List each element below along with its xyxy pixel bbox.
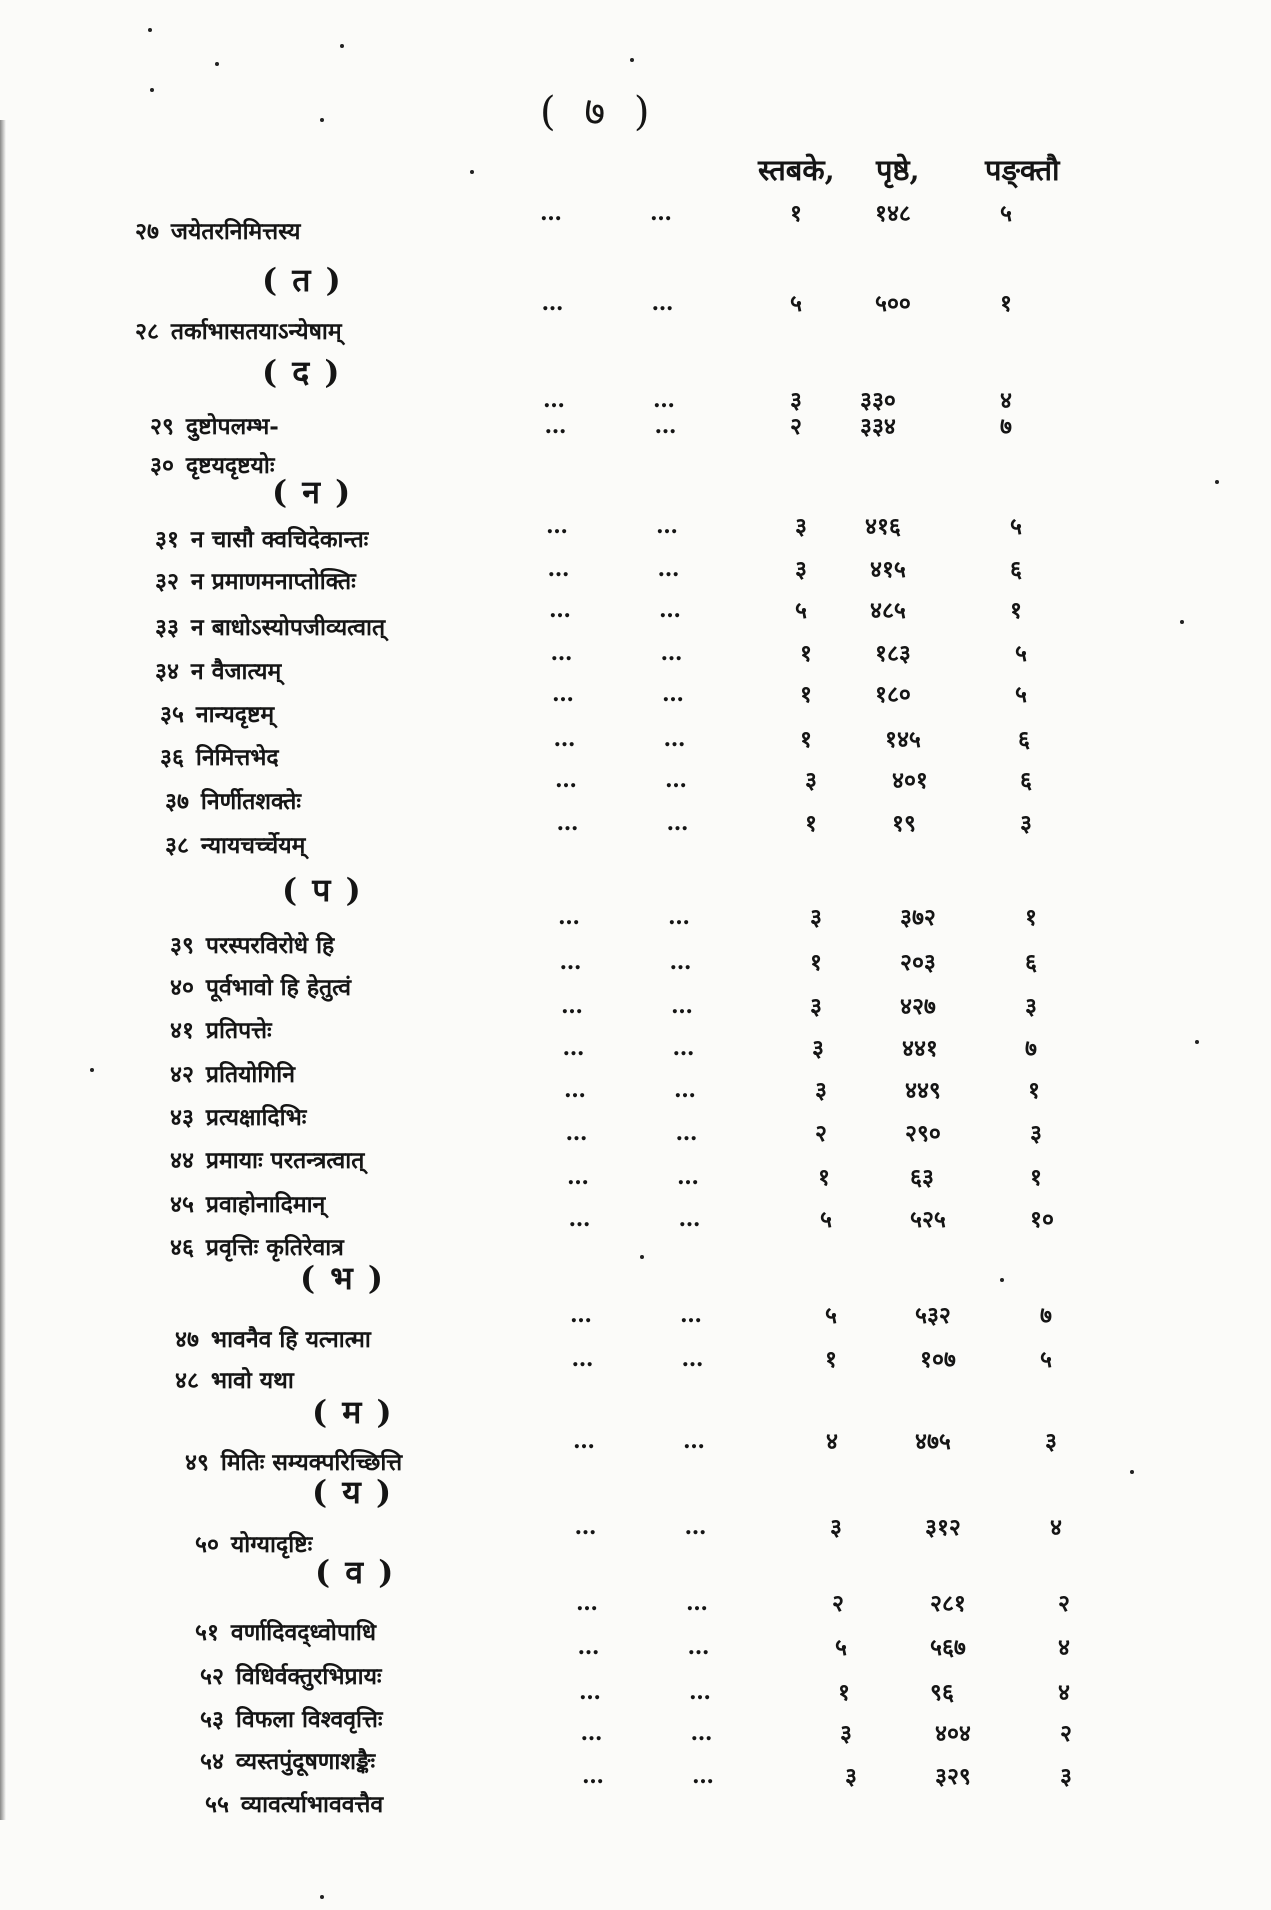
stabaka-value: ३: [830, 1514, 842, 1541]
index-entry: [170, 928, 334, 960]
stabaka-value: ३: [845, 1763, 857, 1790]
entry-number: ३५: [160, 701, 184, 728]
line-value: १०: [1030, 1206, 1054, 1233]
leader-dots: …: [663, 726, 688, 752]
stabaka-value: ३: [790, 387, 802, 414]
line-value: ६: [1018, 726, 1030, 753]
stabaka-value: ३: [840, 1720, 852, 1747]
leader-dots: …: [549, 597, 573, 623]
section-letter-heading: ( भ ): [300, 1259, 386, 1297]
leader-dots: …: [582, 1763, 606, 1789]
page-value: ३३४: [860, 413, 896, 440]
scan-speck: [640, 1255, 644, 1259]
leader-dots: …: [550, 640, 575, 666]
page-value: ५००: [875, 290, 911, 317]
section-letter-heading: ( द ): [262, 353, 342, 391]
page-value: १०७: [920, 1346, 956, 1373]
entry-text: निर्णीतशक्तेः: [200, 788, 302, 815]
line-value: १: [1010, 597, 1022, 624]
leader-dots: …: [686, 1590, 710, 1616]
line-value: ३: [1030, 1120, 1042, 1147]
leader-dots: …: [660, 640, 685, 666]
line-value: ४: [1050, 1514, 1062, 1541]
index-entry: [150, 409, 279, 441]
leader-dots: …: [683, 1428, 707, 1454]
entry-text: दृष्टयदृष्टयोः: [185, 452, 275, 479]
leader-dots: …: [543, 387, 567, 413]
page-value: ५६७: [930, 1634, 966, 1661]
line-value: २: [1060, 1720, 1072, 1747]
entry-text: प्रत्यक्षादिभिः: [205, 1104, 307, 1131]
line-value: ६: [1020, 767, 1032, 794]
leader-dots: …: [665, 767, 689, 793]
line-value: ३: [1025, 993, 1037, 1020]
leader-dots: …: [571, 1346, 596, 1372]
entry-text: तर्काभासतयाऽन्येषाम्: [170, 318, 342, 345]
entry-number: ३७: [165, 788, 189, 815]
entry-number: ५२: [200, 1663, 224, 1690]
entry-text: विधिर्वक्तुरभिप्रायः: [235, 1663, 382, 1690]
entry-text: प्रमायाः परतन्त्रत्वात्: [205, 1147, 365, 1174]
index-entry: [155, 610, 385, 642]
index-entry: [200, 1659, 382, 1691]
entry-number: ४१: [170, 1017, 194, 1044]
leader-dots: …: [671, 993, 695, 1019]
page-value: ९६: [930, 1679, 954, 1706]
leader-dots: …: [659, 597, 683, 623]
stabaka-value: १: [818, 1164, 830, 1191]
scan-speck: [215, 62, 219, 66]
leader-dots: …: [677, 1164, 701, 1190]
entry-text: परस्परविरोधे हि: [205, 932, 335, 959]
stabaka-value: ३: [815, 1077, 827, 1104]
line-value: ४: [1058, 1679, 1070, 1706]
entry-number: ४०: [170, 974, 194, 1001]
leader-dots: …: [651, 290, 676, 316]
leader-dots: …: [678, 1206, 703, 1232]
page-value: १४८: [875, 200, 911, 227]
header-prishthe: पृष्ठे,: [876, 153, 920, 187]
index-entry: [170, 1100, 306, 1132]
entry-text: न बाधोऽस्योपजीव्यत्वात्: [190, 614, 386, 641]
page-value: ५३२: [915, 1302, 951, 1329]
leader-dots: …: [689, 1679, 713, 1705]
leader-dots: …: [573, 1428, 597, 1454]
index-entry: [155, 654, 281, 686]
leader-dots: …: [574, 1514, 599, 1540]
entry-text: न्यायचर्च्चेयम्: [200, 832, 306, 859]
entry-text: वर्णादिवद्ध्वोपाधि: [230, 1619, 376, 1646]
entry-number: ५५: [205, 1791, 229, 1818]
index-entry: [170, 1230, 344, 1262]
leader-dots: …: [579, 1679, 603, 1705]
leader-dots: …: [662, 681, 686, 707]
scan-speck: [340, 44, 344, 48]
scan-speck: [1000, 1278, 1004, 1282]
leader-dots: …: [674, 1077, 698, 1103]
leader-dots: …: [657, 556, 682, 582]
stabaka-value: ३: [812, 1035, 824, 1062]
page-value: १४५: [885, 726, 921, 753]
entry-number: २९: [150, 413, 174, 440]
leader-dots: …: [681, 1346, 706, 1372]
scan-speck: [1195, 1040, 1199, 1044]
line-value: ४: [1000, 387, 1012, 414]
line-value: ५: [1010, 513, 1022, 540]
line-value: ७: [1025, 1035, 1037, 1062]
line-value: १: [1028, 1077, 1040, 1104]
entry-text: न वैजात्यम्: [190, 658, 282, 685]
stabaka-value: ५: [795, 597, 807, 624]
index-entry: [175, 1322, 371, 1354]
leader-dots: …: [552, 681, 576, 707]
entry-text: प्रतियोगिनि: [205, 1061, 296, 1088]
leader-dots: …: [570, 1302, 594, 1328]
line-value: ३: [1045, 1428, 1057, 1455]
line-value: ५: [1000, 200, 1012, 227]
line-value: ३: [1020, 810, 1032, 837]
entry-text: प्रतिपत्तेः: [205, 1017, 272, 1044]
entry-text: मितिः सम्यक्परिच्छित्ति: [220, 1449, 403, 1476]
scan-speck: [1180, 620, 1184, 624]
page-value: ४४१: [902, 1035, 938, 1062]
entry-number: ३२: [155, 568, 179, 595]
scan-speck: [470, 170, 474, 174]
entry-text: योग्यादृष्टिः: [230, 1531, 313, 1558]
entry-number: ५३: [200, 1706, 224, 1733]
entry-text: प्रवाहोनादिमान्: [205, 1191, 326, 1218]
leader-dots: …: [672, 1035, 697, 1061]
scan-speck: [630, 58, 634, 62]
entry-number: ५१: [195, 1619, 219, 1646]
line-value: ६: [1025, 949, 1037, 976]
leader-dots: …: [558, 904, 582, 930]
scan-speck: [320, 118, 324, 122]
leader-dots: …: [684, 1514, 709, 1540]
leader-dots: …: [562, 1035, 587, 1061]
leader-dots: …: [653, 387, 677, 413]
header-stabake: स्तबके,: [758, 153, 835, 187]
entry-text: जयेतरनिमित्तस्य: [170, 218, 301, 245]
stabaka-value: १: [800, 640, 812, 667]
leader-dots: …: [565, 1120, 590, 1146]
leader-dots: …: [547, 556, 572, 582]
leader-dots: …: [656, 513, 680, 539]
page-value: ४७५: [915, 1428, 951, 1455]
index-entry: [155, 522, 368, 554]
leader-dots: …: [654, 413, 679, 439]
section-letter-heading: ( न ): [272, 473, 353, 511]
stabaka-value: १: [805, 810, 817, 837]
entry-number: ४८: [175, 1367, 199, 1394]
index-entry: [170, 1013, 272, 1045]
leader-dots: …: [650, 200, 674, 226]
line-value: १: [1030, 1164, 1042, 1191]
entry-number: ४५: [170, 1191, 194, 1218]
entry-number: ५०: [195, 1531, 219, 1558]
stabaka-value: ३: [810, 993, 822, 1020]
entry-text: विफला विश्ववृत्तिः: [235, 1706, 383, 1733]
entry-number: ३३: [155, 614, 179, 641]
leader-dots: …: [567, 1164, 591, 1190]
stabaka-value: २: [790, 413, 802, 440]
stabaka-value: ५: [825, 1302, 837, 1329]
scan-speck: [320, 1895, 324, 1899]
line-value: ५: [1040, 1346, 1052, 1373]
leader-dots: …: [555, 767, 579, 793]
entry-text: व्यावर्त्याभाववत्तैव: [240, 1791, 384, 1818]
index-entry: [160, 740, 279, 772]
leader-dots: …: [553, 726, 578, 752]
line-value: १: [1000, 290, 1012, 317]
leader-dots: …: [561, 993, 585, 1019]
stabaka-value: ३: [805, 767, 817, 794]
index-entry: [200, 1744, 375, 1776]
entry-text: न चासौ क्वचिदेकान्तः: [190, 526, 369, 553]
line-value: ६: [1010, 556, 1022, 583]
header-panktau: पङ्क्तौ: [985, 153, 1060, 187]
page-value: १९: [892, 810, 916, 837]
entry-text: दुष्टोपलम्भ-: [185, 413, 279, 440]
index-entry: [170, 1187, 325, 1219]
page-value: ४१५: [870, 556, 906, 583]
index-entry: [175, 1363, 294, 1395]
stabaka-value: ३: [810, 904, 822, 931]
line-value: ५: [1015, 640, 1027, 667]
stabaka-value: ४: [826, 1428, 838, 1455]
entry-number: २८: [135, 318, 159, 345]
entry-number: ३९: [170, 932, 194, 959]
index-entry: [160, 697, 274, 729]
index-entry: [205, 1787, 383, 1819]
stabaka-value: १: [825, 1346, 837, 1373]
index-entry: [165, 784, 301, 816]
index-entry: [150, 448, 275, 480]
entry-number: २७: [135, 218, 159, 245]
section-letter-heading: ( म ): [312, 1393, 394, 1431]
entry-text: भावनैव हि यत्नात्मा: [210, 1326, 371, 1353]
index-entry: [195, 1615, 376, 1647]
leader-dots: …: [540, 200, 564, 226]
leader-dots: …: [675, 1120, 700, 1146]
index-entry: [185, 1445, 402, 1477]
index-entry: [195, 1527, 312, 1559]
index-entry: [170, 970, 351, 1002]
leader-dots: …: [666, 810, 691, 836]
line-value: ५: [1015, 681, 1027, 708]
stabaka-value: ५: [835, 1634, 847, 1661]
stabaka-value: ५: [790, 290, 802, 317]
leader-dots: …: [576, 1590, 600, 1616]
stabaka-value: २: [832, 1590, 844, 1617]
section-letter-heading: ( य ): [312, 1473, 394, 1511]
leader-dots: …: [580, 1720, 605, 1746]
stabaka-value: २: [815, 1120, 827, 1147]
section-letter-heading: ( प ): [282, 871, 363, 909]
entry-text: निमित्तभेद: [195, 744, 279, 771]
entry-text: व्यस्तपुंदूषणाशङ्कैः: [235, 1748, 376, 1775]
leader-dots: …: [669, 949, 694, 975]
stabaka-value: १: [838, 1679, 850, 1706]
leader-dots: …: [546, 513, 570, 539]
leader-dots: …: [668, 904, 692, 930]
scan-speck: [1130, 1470, 1134, 1474]
line-value: २: [1058, 1590, 1070, 1617]
stabaka-value: ५: [820, 1206, 832, 1233]
page-value: ३१२: [925, 1514, 961, 1541]
page-value: ४२७: [900, 993, 936, 1020]
entry-number: ३४: [155, 658, 179, 685]
stabaka-value: १: [800, 681, 812, 708]
scan-speck: [150, 88, 154, 92]
leader-dots: …: [544, 413, 569, 439]
entry-number: ४९: [185, 1449, 209, 1476]
entry-text: प्रवृत्तिः कृतिरेवात्र: [205, 1234, 344, 1261]
page-value: ४१६: [865, 513, 901, 540]
entry-number: ४४: [170, 1147, 194, 1174]
entry-number: ३८: [165, 832, 189, 859]
entry-text: न प्रमाणमनाप्तोक्तिः: [190, 568, 356, 595]
leader-dots: …: [690, 1720, 715, 1746]
entry-number: ४२: [170, 1061, 194, 1088]
stabaka-value: १: [790, 200, 802, 227]
entry-text: नान्यदृष्टम्: [195, 701, 275, 728]
page-value: ६३: [910, 1164, 934, 1191]
entry-number: ३१: [155, 526, 179, 553]
index-entry: [135, 214, 300, 246]
index-entry: [165, 828, 305, 860]
page-value: १८०: [875, 681, 911, 708]
section-letter-heading: ( त ): [262, 261, 343, 299]
line-value: ७: [1040, 1302, 1052, 1329]
leader-dots: …: [577, 1634, 602, 1660]
index-entry: [200, 1702, 383, 1734]
index-entry: [155, 564, 356, 596]
line-value: ७: [1000, 413, 1012, 440]
entry-text: भावो यथा: [210, 1367, 294, 1394]
page-value: ४०१: [892, 767, 928, 794]
leader-dots: …: [559, 949, 584, 975]
stabaka-value: ३: [795, 556, 807, 583]
page-value: ४०४: [935, 1720, 971, 1747]
line-value: ४: [1058, 1634, 1070, 1661]
page-value: ३७२: [900, 904, 936, 931]
scan-speck: [90, 1068, 94, 1072]
entry-number: ३०: [150, 452, 174, 479]
scan-speck: [148, 28, 152, 32]
line-value: ३: [1060, 1763, 1072, 1790]
entry-text: पूर्वभावो हि हेतुत्वं: [205, 974, 352, 1001]
scan-speck: [1215, 480, 1219, 484]
entry-number: ४३: [170, 1104, 194, 1131]
leader-dots: …: [692, 1763, 716, 1789]
leader-dots: …: [680, 1302, 704, 1328]
leader-dots: …: [541, 290, 566, 316]
leader-dots: …: [564, 1077, 588, 1103]
stabaka-value: १: [800, 726, 812, 753]
entry-number: ४७: [175, 1326, 199, 1353]
index-entry: [135, 314, 342, 346]
page-value: ५२५: [910, 1206, 946, 1233]
page-value: २८१: [930, 1590, 966, 1617]
stabaka-value: १: [810, 949, 822, 976]
index-entry: [170, 1143, 364, 1175]
entry-number: ३६: [160, 744, 184, 771]
section-letter-heading: ( व ): [315, 1553, 396, 1591]
leader-dots: …: [556, 810, 581, 836]
page-value: ४८५: [870, 597, 906, 624]
page-value: ३२९: [935, 1763, 971, 1790]
page-value: २९०: [905, 1120, 941, 1147]
leader-dots: …: [687, 1634, 712, 1660]
entry-number: ५४: [200, 1748, 224, 1775]
page-value: १८३: [875, 640, 911, 667]
leader-dots: …: [568, 1206, 593, 1232]
page-value: ३३०: [860, 387, 896, 414]
page-value: ४४९: [905, 1077, 941, 1104]
stabaka-value: ३: [795, 513, 807, 540]
entry-number: ४६: [170, 1234, 194, 1261]
index-entry: [170, 1057, 295, 1089]
binding-edge: [0, 120, 6, 1820]
page-number: ( ७ ): [540, 89, 658, 135]
page-value: २०३: [900, 949, 936, 976]
line-value: १: [1025, 904, 1037, 931]
